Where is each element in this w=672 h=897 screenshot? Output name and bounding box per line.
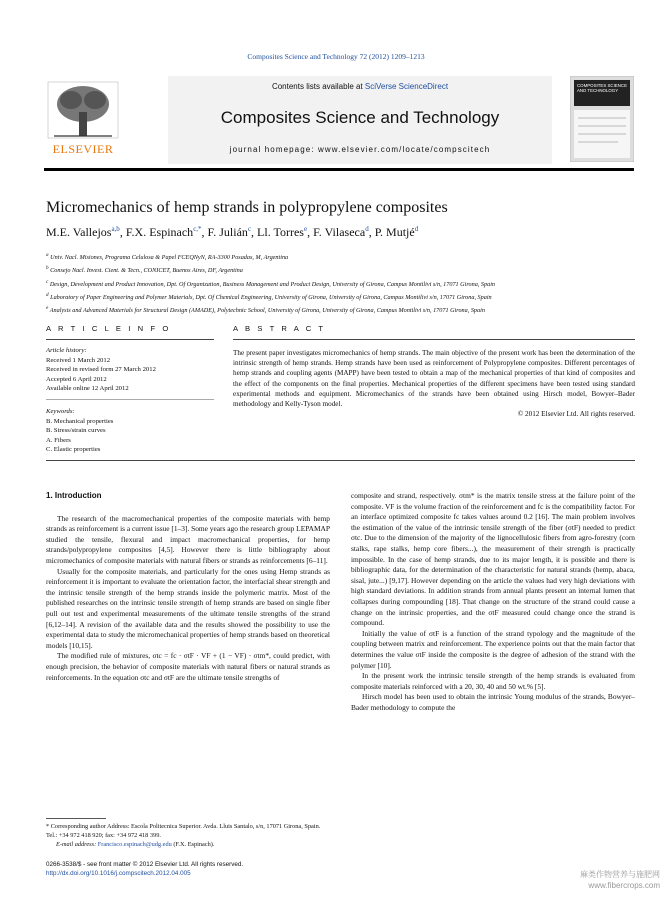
author[interactable]: F.X. Espinach$^{c,*}$: [125, 225, 202, 239]
left-column: [46, 491, 330, 683]
issn-line: 0266-3538/$ - see front matter © 2012 Elsevier Ltd. All rights reserved.: [46, 861, 244, 868]
article-info-heading: A R T I C L E I N F O: [46, 324, 171, 333]
paragraph: composite and strand, respectively. σtm* is the matrix tensile stress at the failure point of the composite. VF is the volume fraction of the reinforcement and fc is the compatibility factor. For an interface optimized composite fc takes values around 0.2 [16]. The main problem involves the estimation of the value of the intrinsic tensile strength of the fiber (σtF) needed to predict σtc. Due to the dimension of the majority of the lignocellulosic fibers from agro-forestry (corn stalks, rape stalks, hemp core fibers...), the measurement of their strength is practically impossible. In the case of hemp strands, due to its major length, it is possible and there is bibliographic data, for the determination of the characteristic for natural strands (hemp, abaca, sisal, jute...) [9,17]. However depending on the article the values had very high deviations with high standard deviations. In addition strands from annual plants present an internal lumen that collapses during compounding [18]. That change on the structure of the strand could cause a change on the intrinsic properties, and the σtF measured could change once the strand is compound.: [351, 491, 635, 628]
email-link[interactable]: Francisco.espinach@udg.edu: [97, 840, 172, 848]
author-list: M.E. Vallejos$^{a,b}$, F.X. Espinach$^{c,*}$, F. Julián$^c$, Ll. Torres$^e$, F. Vilaseca$^d$, P. Mutjé$^d$: [46, 225, 419, 239]
cover-title: COMPOSITES SCIENCE AND TECHNOLOGY: [577, 83, 628, 94]
email-line: E-mail address: Francisco.espinach@udg.edu (F.X. Espinach).: [56, 840, 215, 848]
section-heading: 1. Introduction: [46, 491, 102, 500]
journal-title: Composites Science and Technology: [220, 108, 500, 127]
copyright: © 2012 Elsevier Ltd. All rights reserved.: [517, 410, 635, 419]
affiliation: $^d$ Laboratory of Paper Engineering and Polymer Materials, Dpt. Of Chemical Engineering, University of Girona, University of Girona, Campus Montilivi s/n, 17071 Girona, Spain: [46, 292, 492, 302]
keyword: B. Mechanical properties: [46, 417, 114, 425]
publisher-logo-text: ELSEVIER: [52, 142, 114, 156]
masthead: [44, 76, 634, 166]
keyword: A. Fibers: [46, 436, 71, 444]
footnote-rule: [46, 818, 106, 819]
footnote: [46, 823, 332, 849]
abstract-body: [233, 348, 635, 419]
affiliation: $^e$ Analysis and Advanced Materials for Structural Design (AMADE), Polytechnic School, University of Girona, University of Girona, Campus Montilivi s/n, 17071 Girona, Spain: [46, 305, 485, 315]
journal-homepage[interactable]: journal homepage: www.elsevier.com/locate/compscitech: [229, 145, 491, 154]
keywords: Keywords: B. Mechanical properties B. Stress/strain curves A. Fibers C. Elastic properties: [46, 407, 214, 455]
paragraph: In the present work the intrinsic tensile strength of the hemp strands is evaluated from composite materials reinforced with a 20, 30, 40 and 50 wt.% [5].: [351, 671, 635, 691]
front-matter: [46, 860, 346, 878]
author[interactable]: F. Julián$^c$: [207, 225, 252, 239]
affiliation: $^b$ Consejo Nacl. Invest. Cient. & Tecn., CONICET, Buenos Aires, DF, Argentina: [46, 265, 243, 275]
author[interactable]: F. Vilaseca$^d$: [313, 225, 369, 239]
affiliation: $^a$ Univ. Nacl. Misiones, Programa Celulosa & Papel FCEQNyN, RA-3300 Posadas, M, Argentina: [46, 252, 289, 262]
paragraph: Hirsch model has been used to obtain the intrinsic Young modulus of the strands, Bowyer–Bader methodology to compute the: [351, 692, 635, 712]
keyword: C. Elastic properties: [46, 446, 101, 454]
article-history: Article history: Received 1 March 2012 Received in revised form 27 March 2012 Accepted 6 April 2012 Available online 12 April 2012: [46, 346, 214, 394]
keyword: B. Stress/strain curves: [46, 427, 106, 435]
paragraph: Initially the value of σtF is a function of the strand typology and the magnitude of the coupling between matrix and reinforcement. The experience points out that the main factor that determines the value σtF inside the composite is the degree of adhesion of the strand with the polymer [10].: [351, 628, 635, 670]
doi-link[interactable]: http://dx.doi.org/10.1016/j.compscitech.2012.04.005: [46, 870, 191, 878]
author[interactable]: M.E. Vallejos$^{a,b}$: [46, 225, 120, 239]
history-item: Available online 12 April 2012: [46, 385, 129, 393]
history-item: Received 1 March 2012: [46, 356, 111, 364]
abstract-bottom-rule: [46, 460, 635, 461]
elsevier-logo[interactable]: [44, 78, 122, 160]
paragraph: The modified rule of mixtures, σtc = fc · σtF · VF + (1 − VF) · σtm*, could predict, with enough precision, the behavior of composite materials with natural fibers or natural strands as reinforcements. In the equation σtc and σtF are the ultimate tensile strengths of: [46, 651, 330, 682]
affiliation: $^c$ Design, Development and Product Innovation, Dpt. Of Organization, Business Management and Product Design, University of Girona, Campus Montilivi s/n, 17071 Girona, Spain: [46, 278, 496, 288]
info-divider: [46, 399, 214, 400]
abstract-text: The present paper investigates micromechanics of hemp strands. The main objective of the present work has been the determination of the intrinsic strength of hemp strands. Hemp strands have been used as reinforcement of Polypropylene composites. Different percentages of hemp strands and coupling agents (MAPP) have been tested to obtain a map of the mechanical properties of that kind of composites and the effect of the components on the final properties. Mechanical properties of the different specimens have been tested using standard experimental methods and equipment. Micromechanics of the strands have been obtained using Hirsch model, Bowyer–Bader methodology and Kelly-Tyson model.: [233, 349, 635, 409]
author[interactable]: P. Mutjé$^d$: [374, 225, 419, 239]
contents-line: Contents lists available at SciVerse ScienceDirect: [271, 82, 449, 91]
sciencedirect-link[interactable]: SciVerse ScienceDirect: [364, 82, 449, 91]
article-info-rule: [46, 339, 214, 340]
abstract-heading: A B S T R A C T: [233, 324, 326, 333]
affiliations: [46, 250, 495, 317]
journal-citation[interactable]: Composites Science and Technology 72 (2012) 1209–1213: [247, 52, 425, 61]
article-title: Micromechanics of hemp strands in polypropylene composites: [46, 199, 448, 216]
masthead-center: [168, 76, 552, 164]
abstract-rule: [233, 339, 635, 340]
paragraph: The research of the macromechanical properties of the composite materials with hemp strands as reinforcement is a current issue [1–3]. Some years ago the research group LEPAMAP studied the tensile, flexural and impact macromechanical properties, for hemp strands/polypropylene composites [4,5]. However there is little bibliography about micromechanics of composite materials with natural fibers or strands as reinforcements [6–11].: [46, 513, 330, 565]
watermark: 麻类作物营养与施肥网 www.fibercrops.com: [580, 870, 660, 890]
corresponding-author-note: * Corresponding author Address: Escola Politecnica Superior. Avda. Lluis Santalo, s/n, 17071 Girona, Spain. Tel.: +34 972 418 920; fax: +34 972 418 399.: [46, 823, 321, 839]
history-item: Received in revised form 27 March 2012: [46, 366, 156, 374]
author[interactable]: Ll. Torres$^e$: [257, 225, 308, 239]
right-column: [351, 491, 635, 713]
history-item: Accepted 6 April 2012: [46, 375, 107, 383]
journal-cover[interactable]: [570, 76, 634, 162]
paragraph: Usually for the composite materials, and particularly for the ones using Hemp strands as reinforcement it is important to evaluate the orientation factor, the interfacial shear strength and the intrinsic tensile strength of the hemp strands inside the polymeric matrix. Most of the published researches on the intrinsic tensile strength of hemp strands are based on single fiber pull out test and experimental measurements of the ultimate tensile strengths of the strand [6,12–14]. A revision of the available data and the results showed the possibility to use the experimental data to study the micromechanical properties of hemp strands based on theoretical models [10,15].: [46, 566, 330, 650]
masthead-rule: [44, 168, 634, 171]
